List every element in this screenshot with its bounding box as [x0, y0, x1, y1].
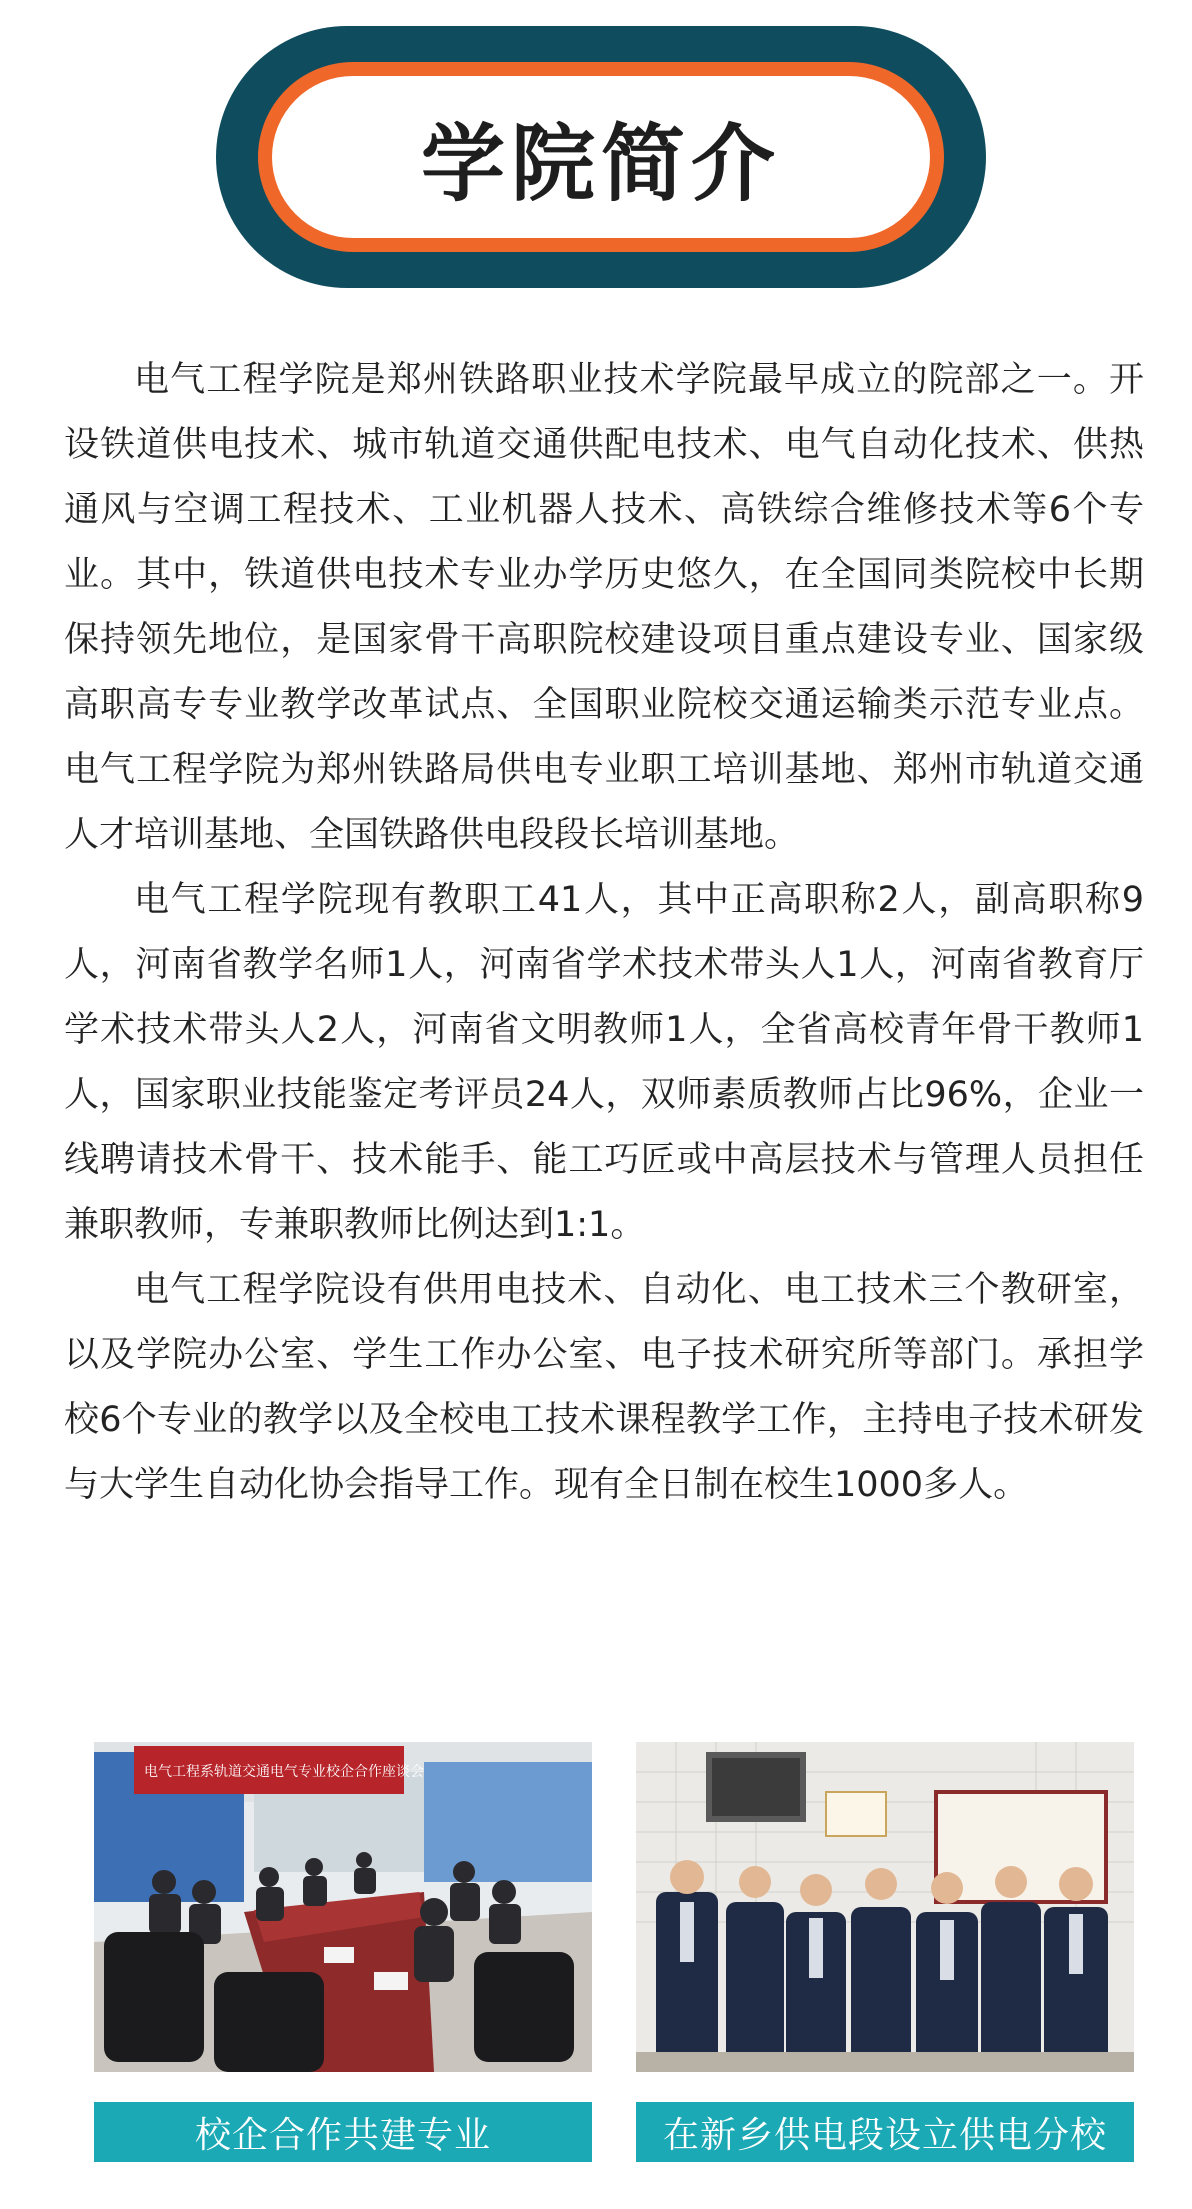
banner-text: 电气工程系轨道交通电气专业校企合作座谈会 [144, 1764, 424, 1780]
paragraph-1: 电气工程学院是郑州铁路职业技术学院最早成立的院部之一。开设铁道供电技术、城市轨道交通供配电技术、电气自动化技术、供热通风与空调工程技术、工业机器人技术、高铁综合维修技术等6个专业。其中，铁道供电技术专业办学历史悠久，在全国同类院校中长期保持领先地位，是国家骨干高职院校建设项目重点建设专业、国家级高职高专专业教学改革试点、全国职业院校交通运输类示范专业点。电气工程学院为郑州铁路局供电专业职工培训基地、郑州市轨道交通人才培训基地、全国铁路供电段段长培训基地。 [64, 360, 1144, 855]
page-title: 学院简介 [420, 114, 781, 213]
paragraph-2: 电气工程学院现有教职工41人，其中正高职称2人，副高职称9人，河南省教学名师1人，河南省学术技术带头人1人，河南省教育厅学术技术带头人2人，河南省文明教师1人，全省高校青年骨干教师1人，国家职业技能鉴定考评员24人，双师素质教师占比96%，企业一线聘请技术骨干、技术能手、能工巧匠或中高层技术与管理人员担任兼职教师，专兼职教师比例达到1:1。 [64, 880, 1144, 1245]
article-body [64, 348, 1144, 1518]
caption-right: 在新乡供电段设立供电分校 [636, 2102, 1134, 2162]
caption-left: 校企合作共建专业 [94, 2102, 592, 2162]
meeting-photo [94, 1742, 592, 2072]
paragraph-3: 电气工程学院设有供用电技术、自动化、电工技术三个教研室，以及学院办公室、学生工作办公室、电子技术研究所等部门。承担学校6个专业的教学以及全校电工技术课程教学工作，主持电子技术研发与大学生自动化协会指导工作。现有全日制在校生1000多人。 [64, 1270, 1144, 1505]
title-ring [258, 62, 944, 252]
title-badge [216, 26, 986, 288]
group-photo [636, 1742, 1134, 2072]
title-inner [272, 76, 930, 238]
